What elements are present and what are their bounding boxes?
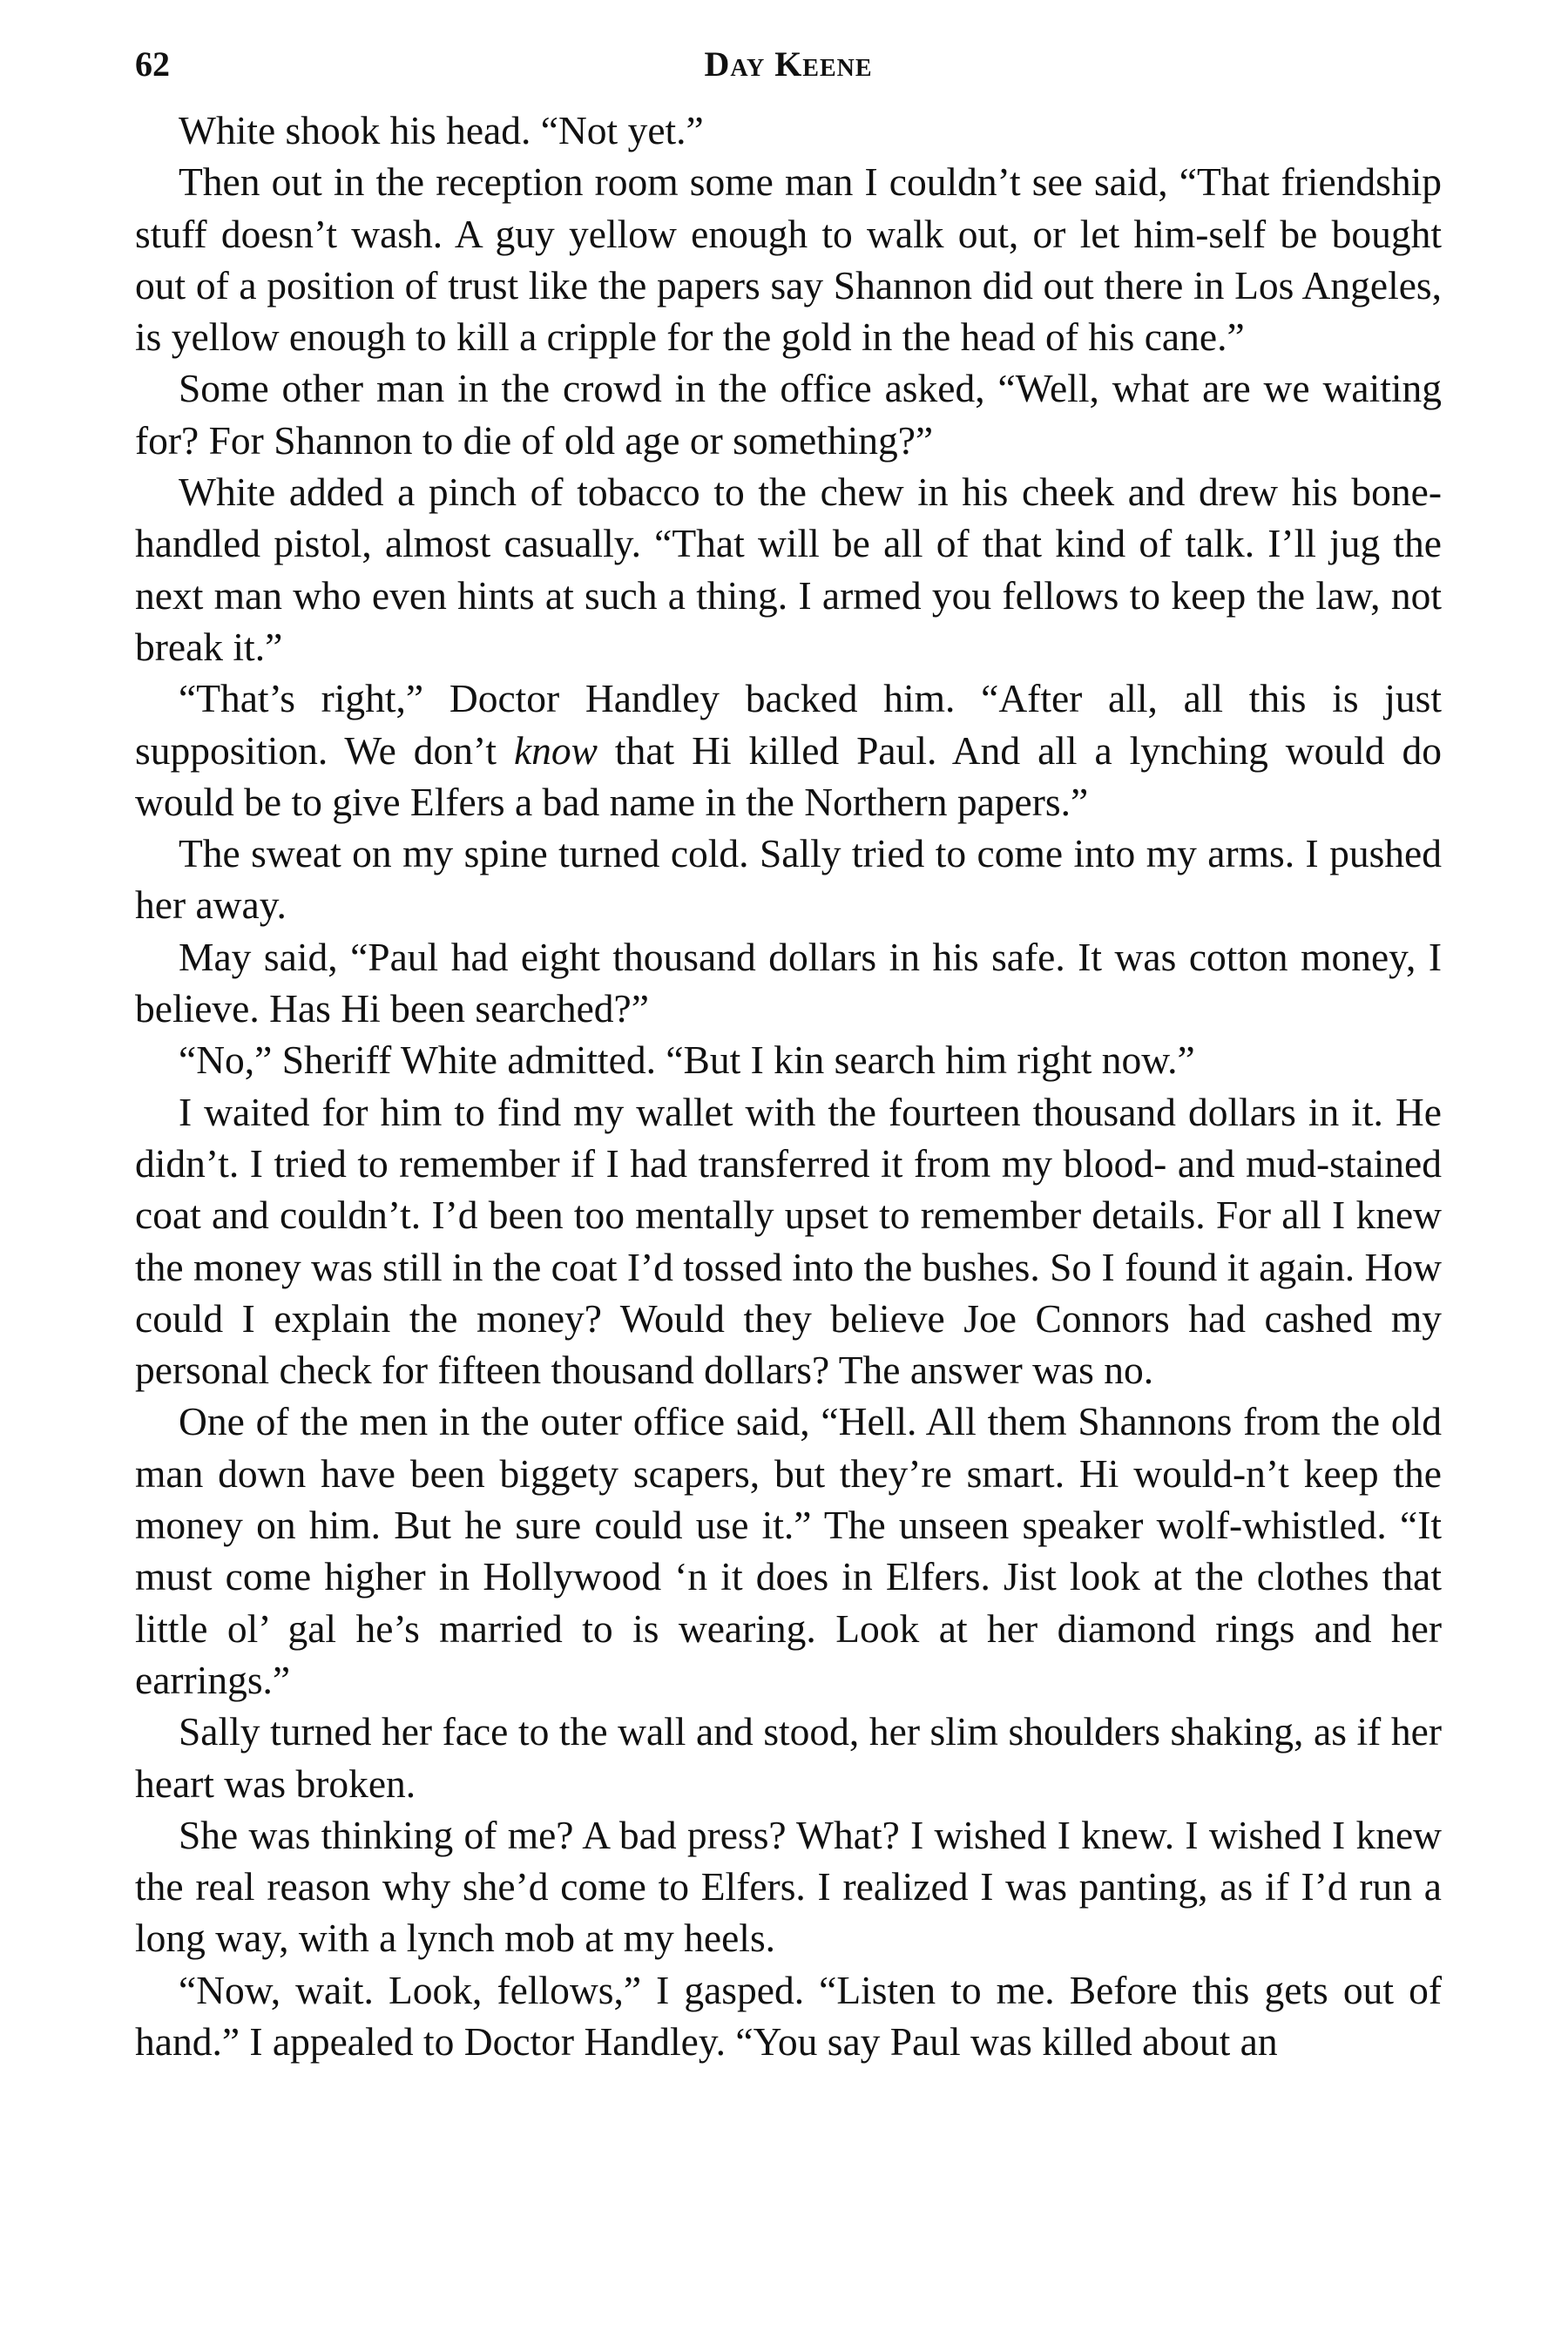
paragraph: Then out in the reception room some man I couldn’t see said, “That friendship stuff doesn’t wash. A guy yellow enough to walk out, or let him-self be bought out of a position of trust like the papers say Shannon did out there in Los Angeles, is yellow enough to kill a cripple for the gold in the head of his cane.”	[135, 159, 1442, 360]
paragraph: Sally turned her face to the wall and stood, her slim shoulders shaking, as if her heart was broken.	[135, 1709, 1442, 1806]
paragraph: May said, “Paul had eight thousand dollars in his safe. It was cotton money, I believe. Has Hi been searched?”	[135, 934, 1442, 1031]
paragraph-text: “That’s right,” Doctor Handley backed him. “After all, all this is just supposition. We don’t	[135, 676, 1442, 773]
paragraph: “Now, wait. Look, fellows,” I gasped. “Listen to me. Before this gets out of hand.” I appealed to Doctor Handley. “You say Paul was killed about an	[135, 1967, 1442, 2064]
emphasis-text: know	[513, 727, 598, 773]
paragraph: She was thinking of me? A bad press? What? I wished I knew. I wished I knew the real reason why she’d come to Elfers. I realized I was panting, as if I’d run a long way, with a lynch mob at my heels.	[135, 1812, 1442, 1961]
paragraph	[135, 672, 1442, 828]
paragraph: One of the men in the outer office said, “Hell. All them Shannons from the old man down have been biggety scapers, but they’re smart. Hi would-n’t keep the money on him. But he sure could use it.” The unseen speaker wolf-whistled. “It must come higher in Hollywood ‘n it does in Elfers. Jist look at the clothes that little ol’ gal he’s married to is wearing. Look at her diamond rings and her earrings.”	[135, 1399, 1442, 1702]
paragraph-text: that Hi killed Paul. And all a lynching would do would be to give Elfers a bad name in the Northern papers.”	[135, 727, 1442, 824]
page-number: 62	[135, 44, 170, 84]
paragraph: White shook his head. “Not yet.”	[179, 108, 704, 152]
body-text	[135, 105, 1442, 2067]
paragraph: “No,” Sheriff White admitted. “But I kin search him right now.”	[179, 1037, 1195, 1083]
paragraph: The sweat on my spine turned cold. Sally tried to come into my arms. I pushed her away.	[135, 831, 1442, 928]
page-header	[135, 44, 1442, 105]
paragraph: I waited for him to find my wallet with the fourteen thousand dollars in it. He didn’t. I tried to remember if I had transferred it from my blood- and mud-stained coat and couldn’t. I’d been too mentally upset to remember details. For all I knew the money was still in the coat I’d tossed into the bushes. So I found it again. How could I explain the money? Would they believe Joe Connors had cashed my personal check for fifteen thousand dollars? The answer was no.	[135, 1089, 1443, 1393]
paragraph: White added a pinch of tobacco to the chew in his cheek and drew his bone-handled pistol, almost casually. “That will be all of that kind of talk. I’ll jug the next man who even hints at such a thing. I armed you fellows to keep the law, not break it.”	[135, 470, 1442, 669]
running-head: Day Keene	[704, 44, 873, 84]
book-page	[135, 44, 1442, 2067]
paragraph: Some other man in the crowd in the office asked, “Well, what are we waiting for? For Shannon to die of old age or something?”	[135, 366, 1442, 463]
